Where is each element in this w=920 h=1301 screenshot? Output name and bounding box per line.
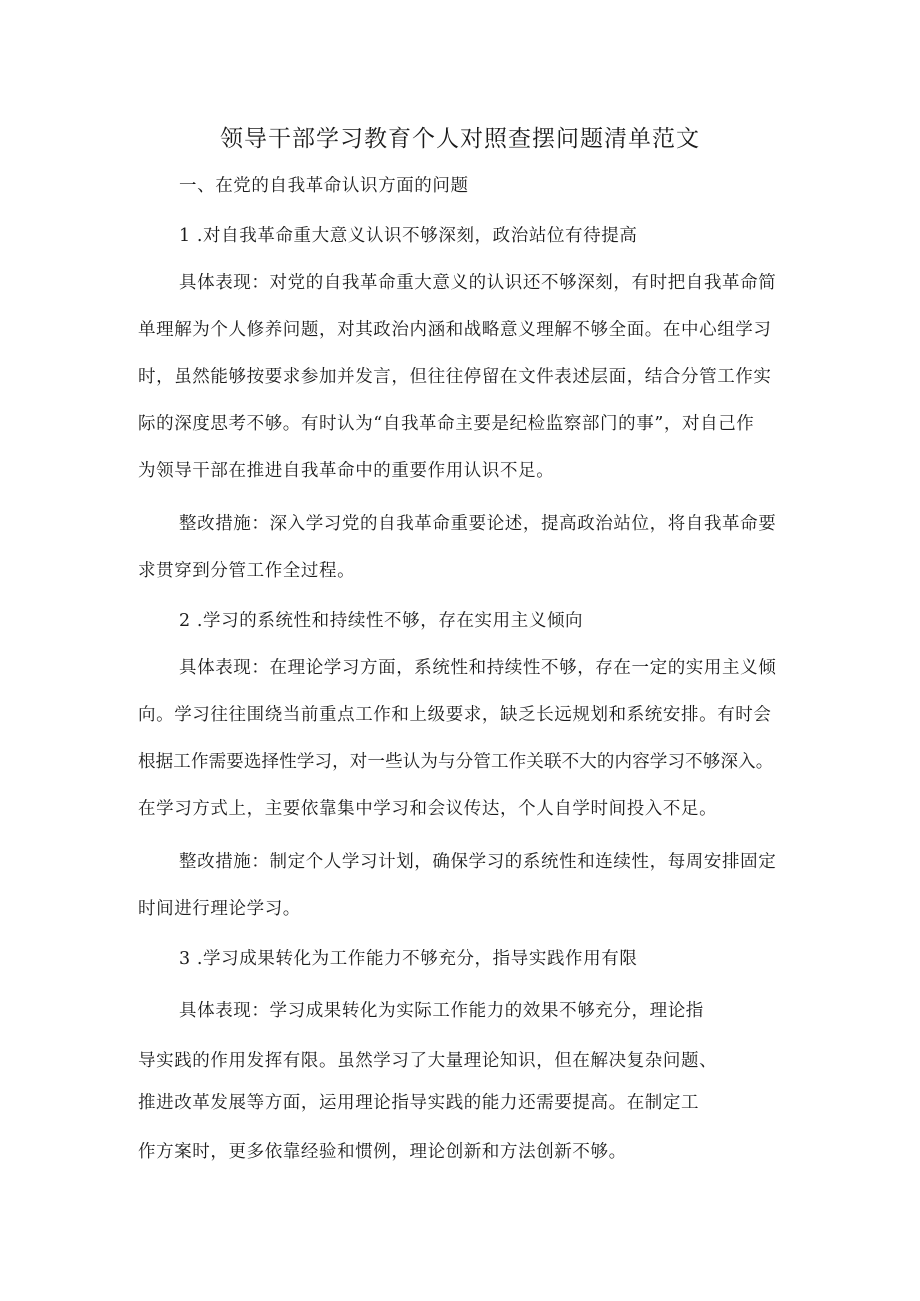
- document-title: 领导干部学习教育个人对照查摆问题清单范文: [220, 126, 700, 152]
- paragraph-line: 时间进行理论学习。: [138, 899, 301, 919]
- paragraph-line: 求贯穿到分管工作全过程。: [138, 561, 356, 581]
- paragraph-line: 整改措施：深入学习党的自我革命重要论述，提高政治站位，将自我革命要: [179, 514, 777, 534]
- paragraph-line: 具体表现：学习成果转化为实际工作能力的效果不够充分，理论指: [179, 1001, 704, 1021]
- paragraph-line: 单理解为个人修养问题，对其政治内涵和战略意义理解不够全面。在中心组学习: [138, 320, 772, 340]
- paragraph-line: 推进改革发展等方面，运用理论指导实践的能力还需要提高。在制定工: [138, 1093, 700, 1113]
- paragraph-line: 向。学习往往围绕当前重点工作和上级要求，缺乏长远规划和系统安排。有时会: [138, 705, 772, 725]
- item-heading: 1 .对自我革命重大意义认识不够深刻，政治站位有待提高: [179, 226, 638, 246]
- paragraph-line: 导实践的作用发挥有限。虽然学习了大量理论知识，但在解决复杂问题、: [138, 1051, 718, 1071]
- paragraph-line: 整改措施：制定个人学习计划，确保学习的系统性和连续性，每周安排固定: [179, 852, 777, 872]
- paragraph-line: 时，虽然能够按要求参加并发言，但往往停留在文件表述层面，结合分管工作实: [138, 367, 772, 387]
- paragraph-line: 为领导干部在推进自我革命中的重要作用认识不足。: [138, 461, 555, 481]
- section-heading: 一、在党的自我革命认识方面的问题: [179, 176, 469, 196]
- paragraph-line: 在学习方式上，主要依靠集中学习和会议传达，个人自学时间投入不足。: [138, 799, 718, 819]
- paragraph-line: 具体表现：对党的自我革命重大意义的认识还不够深刻，有时把自我革命简: [179, 273, 777, 293]
- item-heading: 2 .学习的系统性和持续性不够，存在实用主义倾向: [179, 611, 584, 631]
- paragraph-line: 具体表现：在理论学习方面，系统性和持续性不够，存在一定的实用主义倾: [179, 658, 777, 678]
- paragraph-line: 作方案时，更多依靠经验和惯例，理论创新和方法创新不够。: [138, 1142, 627, 1162]
- paragraph-line: 根据工作需要选择性学习，对一些认为与分管工作关联不大的内容学习不够深入。: [138, 752, 774, 772]
- item-heading: 3 .学习成果转化为工作能力不够充分，指导实践作用有限: [179, 949, 638, 969]
- paragraph-line: 际的深度思考不够。有时认为“自我革命主要是纪检监察部门的事”，对自己作: [138, 414, 755, 434]
